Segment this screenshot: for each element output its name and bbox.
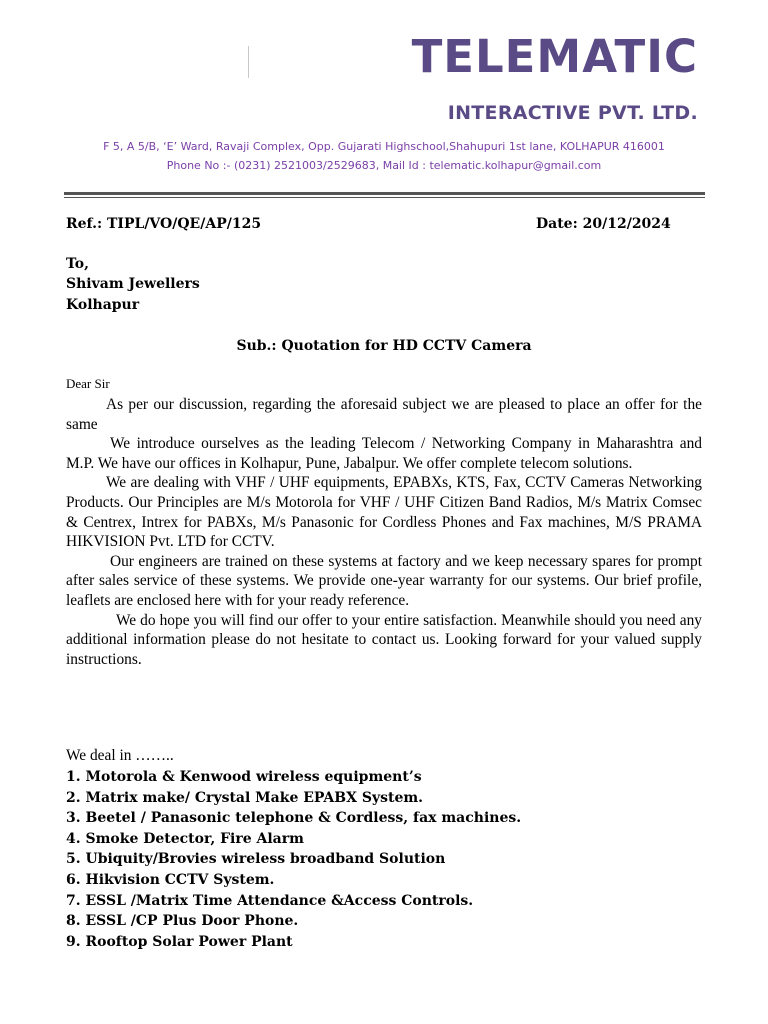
deal-intro: We deal in …….. (66, 747, 174, 764)
body-paragraph: We introduce ourselves as the leading Telecom / Networking Company in Maharashtra and M.P. We have our offices in Kolhapur, Pune, Jabalpur. We offer complete telecom solutions. (66, 435, 702, 472)
logo-divider (248, 46, 249, 78)
header-rule-thick (64, 192, 705, 195)
letter-date: Date: 20/12/2024 (536, 216, 671, 232)
body-paragraph: We are dealing with VHF / UHF equipments, EPABXs, KTS, Fax, CCTV Cameras Networking Products. Our Principles are M/s Motorola for VHF / UHF Citizen Band Radios, M/s Matrix Comsec & Centrex, Intrex for PABXs, M/s Panasonic for Cordless Phones and Fax machines, M/S PRAMA HIKVISION Pvt. LTD for CCTV. (66, 474, 702, 551)
list-item: 3. Beetel / Panasonic telephone & Cordless, fax machines. (66, 810, 522, 827)
list-item: 1. Motorola & Kenwood wireless equipment’s (66, 769, 422, 785)
list-item: 5. Ubiquity/Brovies wireless broadband Solution (66, 851, 446, 868)
salutation: Dear Sir (66, 376, 110, 391)
body-paragraph: We do hope you will find our offer to your entire satisfaction. Meanwhile should you need any additional information please do not hesitate to contact us. Looking forward for your valued supply instructions. (66, 611, 702, 668)
body-paragraph: Our engineers are trained on these systems at factory and we keep necessary spares for prompt after sales service of these systems. We provide one-year warranty for our systems. Our brief profile, leaflets are enclosed here with for your ready reference. (66, 552, 702, 609)
recipient-name: Shivam Jewellers (66, 276, 200, 292)
recipient-to: To, (66, 256, 90, 272)
letter-body (66, 395, 702, 669)
list-item: 8. ESSL /CP Plus Door Phone. (66, 913, 299, 930)
company-address: F 5, A 5/B, ‘E’ Ward, Ravaji Complex, Opp. Gujarati Highschool,Shahupuri 1st lane, KOLHAPUR 416001 (103, 140, 665, 153)
recipient-city: Kolhapur (66, 297, 140, 313)
list-item: 7. ESSL /Matrix Time Attendance &Access Controls. (66, 892, 474, 909)
list-item: 6. Hikvision CCTV System. (66, 871, 275, 888)
company-name: TELEMATIC (411, 30, 698, 83)
letter-subject: Sub.: Quotation for HD CCTV Camera (236, 338, 532, 354)
reference-number: Ref.: TIPL/VO/QE/AP/125 (66, 216, 262, 232)
body-paragraph: As per our discussion, regarding the aforesaid subject we are pleased to place an offer for the same (66, 396, 702, 433)
deal-list (66, 767, 521, 952)
company-contact: Phone No :- (0231) 2521003/2529683, Mail Id : telematic.kolhapur@gmail.com (166, 159, 602, 172)
header-rule-thin (64, 197, 705, 198)
list-item: 4. Smoke Detector, Fire Alarm (66, 830, 304, 847)
list-item: 9. Rooftop Solar Power Plant (66, 933, 293, 950)
list-item: 2. Matrix make/ Crystal Make EPABX System. (66, 789, 424, 806)
company-subtitle: INTERACTIVE PVT. LTD. (447, 102, 698, 124)
